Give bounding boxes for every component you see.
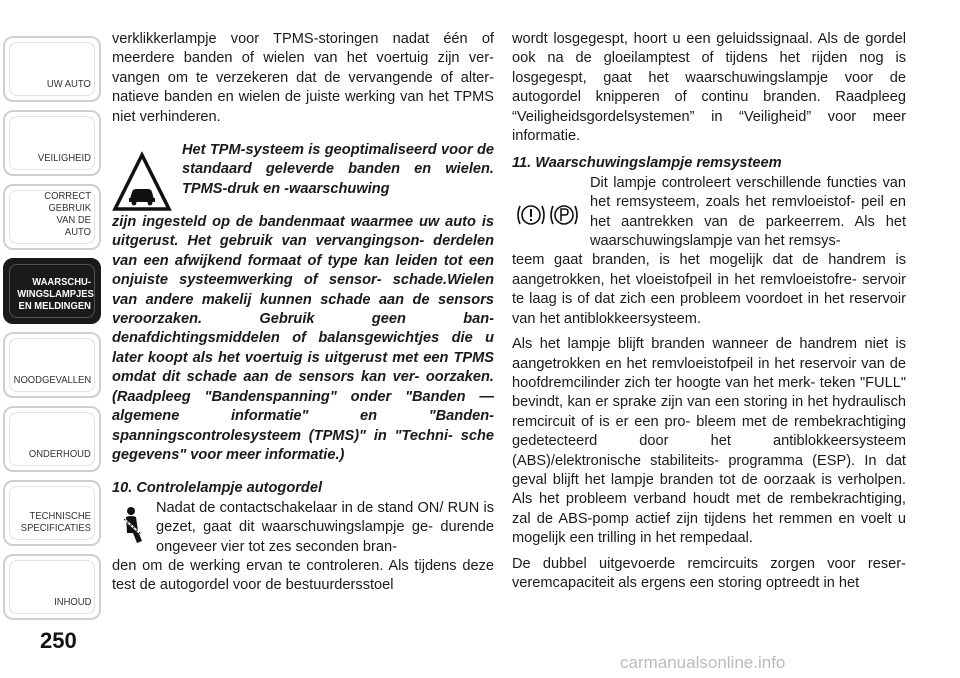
brake-text-indent: Dit lampje controleert verschillende functies van het remsysteem, zoals het remvloeistof- peil en het aantrekken van de parkeerrem. Als het waarschuwingslampje van het remsys-: [590, 174, 906, 250]
text-column-right: [512, 30, 906, 593]
seatbelt-section: [112, 499, 494, 596]
tab-technische-specificaties[interactable]: [3, 480, 101, 546]
page-number: 250: [40, 628, 77, 653]
chapter-sidebar: [0, 0, 104, 678]
seatbelt-icon: [118, 503, 148, 547]
brake-text-rest: teem gaat branden, is het mogelijk dat de handrem is aangetrokken, het vloeistofpeil in het remvloeistofre- servoir te laag is of dat zich een probleem voordoet in het reservoir van het antiblokkeersysteem.: [512, 252, 906, 327]
brake-warning-icon: [514, 200, 584, 230]
warning-head-text: Het TPM-systeem is geoptimaliseerd voor de standaard geleverde banden en wielen. TPMS-druk en -waarschuwing: [182, 142, 494, 197]
seatbelt-continuation: wordt losgegespt, hoort u een geluidssignaal. Als de gordel ook na de gloeilamptest of tijdens het rijden nog is losgegespt, gaat het waarschuwingslampje voor de autogordel knipperen of continu branden. Raadpleeg “Veiligheidsgordelsystemen” in “Veiligheid” voor meer informatie.: [512, 31, 906, 145]
tab-correct-gebruik[interactable]: [3, 184, 101, 250]
warning-block: [112, 141, 494, 465]
text-column-left: [112, 30, 494, 596]
tab-label: CORRECT GEBRUIK VAN DE AUTO: [44, 190, 91, 238]
brake-paragraph-2: Als het lampje blijft branden wanneer de handrem niet is aangetrokken en het remvloeistofpeil in het reservoir van de hoofdremcilinder zich ter hoogte van het merk- teken "FULL" bevindt, kan er sprake zijn van een storing in het hydraulisch remcircuit of is er een pro- bleem met de rembekrachtiging gedetecteerd door het antiblokkeersysteem (ABS)/elektronische stabiliteits- programma (ESP). In dat geval blijft het lampje branden tot de oorzaak is verholpen. Als het probleem verband houdt met de rembekrachtiging, zal de ABS-pomp actief zijn tijdens het remmen en voelt u mogelijk een trilling in het rempedaal.: [512, 336, 906, 547]
tab-waarschuwingslampjes[interactable]: [3, 258, 101, 324]
heading-seatbelt: 10. Controlelampje autogordel: [112, 480, 323, 497]
heading-brake: 11. Waarschuwingslampje remsysteem: [512, 155, 782, 172]
tab-label: TECHNISCHE SPECIFICATIES: [20, 510, 91, 534]
tab-veiligheid[interactable]: [3, 110, 101, 176]
tab-label: NOODGEVALLEN: [13, 374, 91, 386]
intro-paragraph: verklikkerlampje voor TPMS-storingen nadat één of meerdere banden of wielen van het voertuig zijn ver- vangen om te verzekeren dat de vervangende of alter- natieve banden en wielen de juiste werking van het TPMS niet verhinderen.: [112, 31, 494, 125]
tab-label: UW AUTO: [47, 78, 91, 90]
tab-inhoud[interactable]: [3, 554, 101, 620]
brake-paragraph-3: De dubbel uitgevoerde remcircuits zorgen voor reser- veremcapaciteit als ergens een storing optreedt in het: [512, 555, 906, 591]
tab-noodgevallen[interactable]: [3, 332, 101, 398]
seatbelt-text-rest: den om de werking ervan te controleren. Als tijdens deze test de autogordel voor de bestuurdersstoel: [112, 557, 494, 594]
tab-onderhoud[interactable]: [3, 406, 101, 472]
tab-label: VEILIGHEID: [37, 152, 91, 164]
tab-label: WAARSCHU- WINGSLAMPJES EN MELDINGEN: [17, 276, 94, 312]
tab-label: INHOUD: [53, 596, 91, 608]
warning-triangle-car-icon: [112, 151, 172, 213]
brake-section: [512, 174, 906, 329]
seatbelt-text-indent: Nadat de contactschakelaar in de stand ON/ RUN is gezet, gaat dit waarschuwingslampje ge- durende ongeveer vier tot zes seconden bran-: [156, 499, 494, 555]
tab-uw-auto[interactable]: [3, 36, 101, 102]
warning-body-text: zijn ingesteld op de bandenmaat waarmee uw auto is uitgerust. Het gebruik van vervangingson- derdelen van een afwijkend formaat of type kan leiden tot een onjuiste systeemwerking of sensor- schade.Wielen van andere makelij kunnen schade aan de sensors veroorzaken. Gebruik geen ban- denafdichtingsmiddelen of balansgewichtjes die u later koopt als het voertuig is uitgerust met een TPMS omdat dit schade aan de sensors kan ver- oorzaken. (Raadpleeg "Bandenspanning" onder "Banden — algemene informatie" en "Banden- spanningscontrolesysteem (TPMS)" in "Techni- sche gegevens" voor meer informatie.): [112, 214, 494, 463]
tab-label: ONDERHOUD: [29, 448, 91, 460]
footer-watermark: carmanualsonline.info: [620, 653, 786, 672]
